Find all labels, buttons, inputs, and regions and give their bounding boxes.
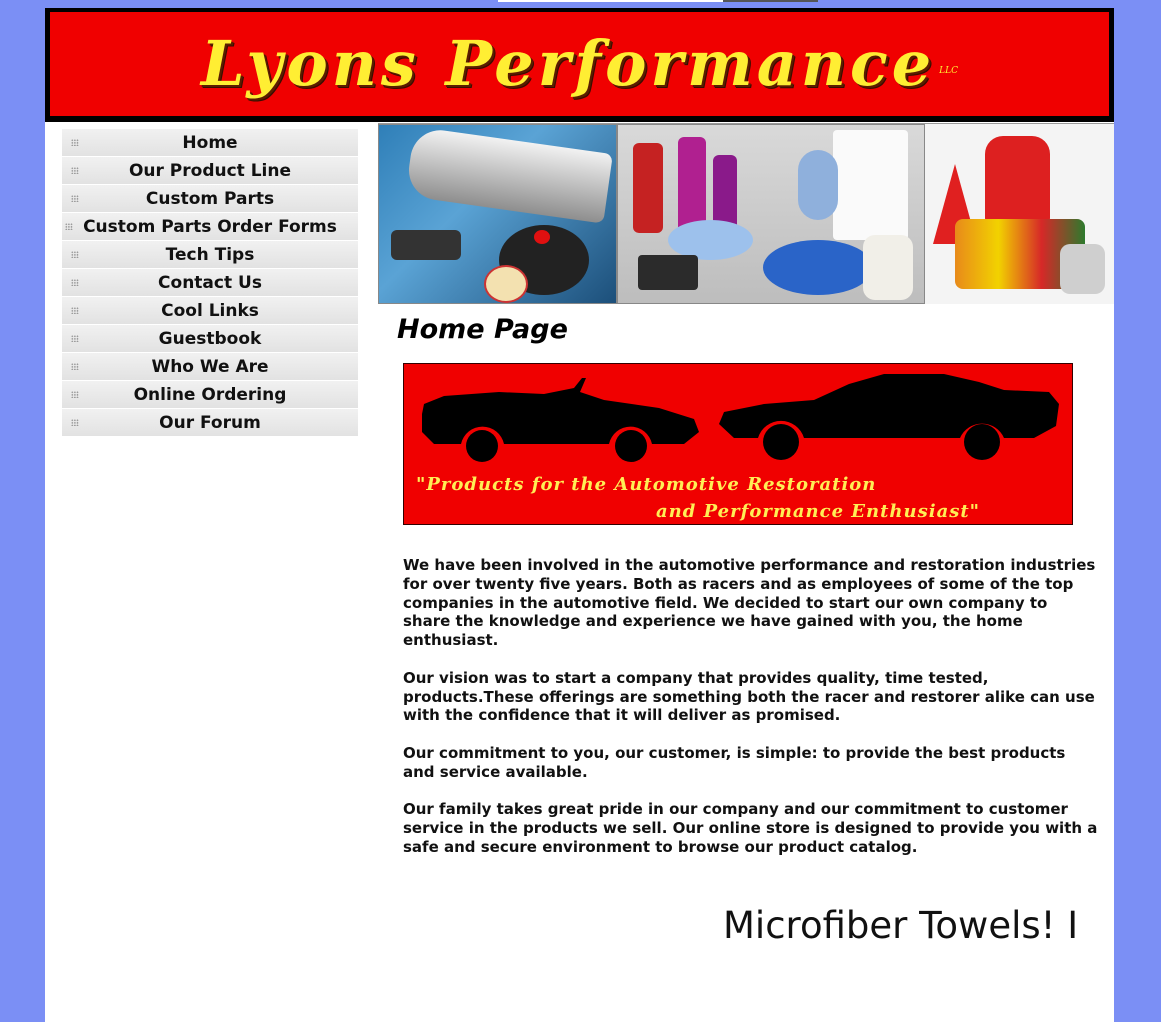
nav-item-who-we-are[interactable]: [62, 353, 358, 380]
emergency-kit-photo: [925, 124, 1114, 304]
convertible-silhouette: [422, 378, 699, 444]
backpack-shape: [985, 136, 1050, 226]
transmission-case-shape: [405, 126, 613, 223]
vision-paragraph: Our vision was to start a company that provides quality, time tested, products.These offerings are something both the racer and restorer alike can use with the confidence that it will deliver as promised.: [403, 668, 1095, 725]
grip-icon: [71, 279, 79, 286]
pad-shape: [668, 220, 753, 260]
nav-item-label: Online Ordering: [133, 384, 287, 405]
commitment-paragraph: Our commitment to you, our customer, is simple: to provide the best products and service available.: [403, 743, 1066, 781]
gloves-shape: [1060, 244, 1105, 294]
grip-icon: [71, 167, 79, 174]
grip-icon: [71, 139, 79, 146]
grip-icon: [71, 251, 79, 258]
bracket-shape: [391, 230, 461, 260]
grip-icon: [71, 391, 79, 398]
site-header: [45, 8, 1114, 122]
nav-item-label: Our Product Line: [128, 160, 292, 181]
top-search-input[interactable]: [498, 0, 723, 2]
grip-icon: [71, 307, 79, 314]
mitt-shape: [798, 150, 838, 220]
banner-tagline-line-1: "Products for the Automotive Restoration: [416, 474, 877, 495]
nav-item-label: Tech Tips: [165, 244, 255, 265]
nav-item-label: Cool Links: [161, 300, 259, 321]
nav-item-contact-us[interactable]: [62, 269, 358, 296]
nav-item-our-product-line[interactable]: [62, 157, 358, 184]
nav-item-online-ordering[interactable]: [62, 381, 358, 408]
page-container: [45, 8, 1114, 1022]
nav-item-custom-parts[interactable]: [62, 185, 358, 212]
sidebar-nav: [62, 129, 358, 437]
nav-item-tech-tips[interactable]: [62, 241, 358, 268]
scrolling-marquee[interactable]: Microfiber Towels! I: [723, 904, 1079, 947]
car-care-photo: [617, 124, 925, 304]
site-logo[interactable]: Lyons Performance: [201, 27, 936, 100]
grip-icon: [71, 363, 79, 370]
page-title: Home Page: [397, 314, 568, 345]
nav-item-our-forum[interactable]: [62, 409, 358, 436]
nav-item-label: Guestbook: [158, 328, 262, 349]
logo-suffix: LLC: [939, 66, 958, 76]
grip-icon: [71, 195, 79, 202]
banner-tagline-line-2: and Performance Enthusiast": [656, 501, 981, 522]
cars-banner-image: [403, 363, 1073, 525]
nav-item-label: Custom Parts Order Forms: [83, 216, 337, 237]
checker-decal-shape: [484, 265, 528, 303]
spray-bottle-shape: [678, 137, 706, 233]
spray-bottle-shape: [633, 143, 663, 233]
nav-item-label: Our Forum: [159, 412, 261, 433]
brushes-shape: [638, 255, 698, 290]
blue-lid-shape: [763, 240, 873, 295]
header-logo-area[interactable]: [50, 12, 1109, 116]
family-paragraph: Our family takes great pride in our company and our commitment to customer service in the products we sell. Our online store is designed to provide you with a safe and secure environment to browse our product catalog.: [403, 800, 1098, 856]
nav-item-home[interactable]: [62, 129, 358, 156]
duster-shape: [863, 235, 913, 300]
nav-item-label: Custom Parts: [145, 188, 275, 209]
product-photo-banner: [378, 123, 1114, 304]
intro-paragraph: We have been involved in the automotive performance and restoration industries for over twenty five years. Both as racers and as employees of some of the top companies in the automotive field. We decided to start our own company to share the knowledge and experience we have gained with you, the home enthusiast.: [403, 556, 1096, 650]
red-cap-shape: [534, 230, 550, 244]
car-silhouettes: [404, 364, 1072, 524]
transmission-photo: [378, 124, 617, 304]
bucket-shape: [833, 130, 908, 240]
nav-item-label: Who We Are: [151, 356, 269, 377]
nav-item-label: Contact Us: [158, 272, 262, 293]
grip-icon: [71, 419, 79, 426]
top-search-button[interactable]: [723, 0, 818, 2]
nav-item-cool-links[interactable]: [62, 297, 358, 324]
nav-item-custom-parts-order-forms[interactable]: [62, 213, 358, 240]
grip-icon: [65, 223, 73, 230]
nav-item-label: Home: [182, 132, 238, 153]
main-content: [403, 556, 1098, 876]
nav-item-guestbook[interactable]: [62, 325, 358, 352]
grip-icon: [71, 335, 79, 342]
